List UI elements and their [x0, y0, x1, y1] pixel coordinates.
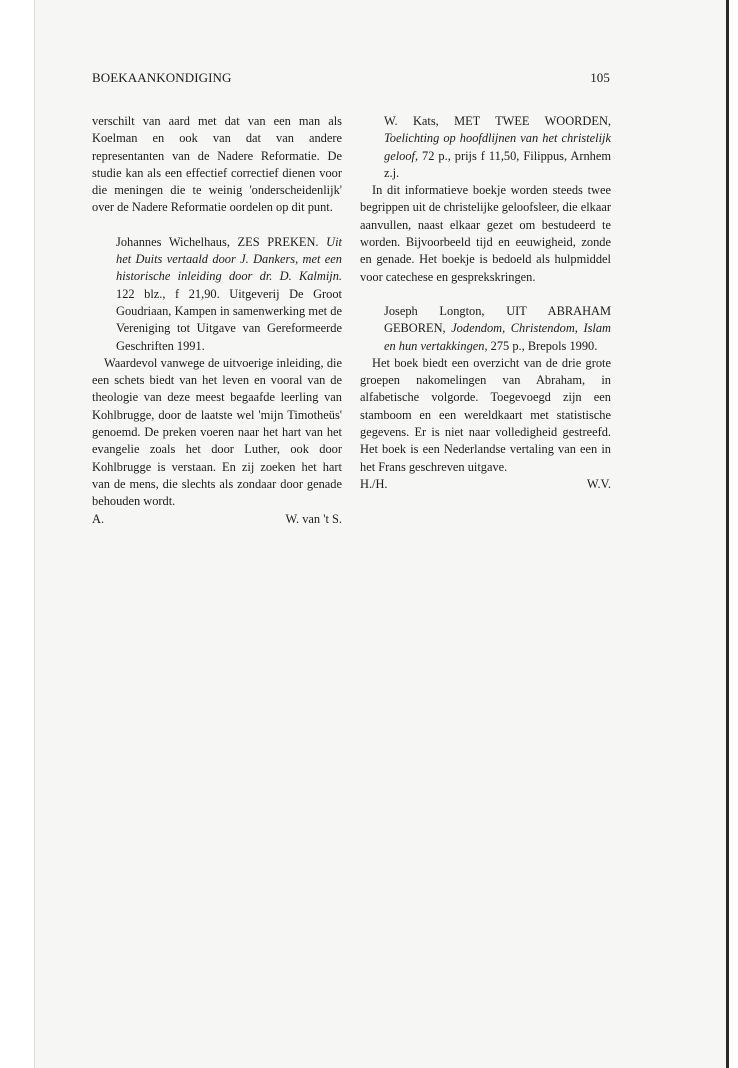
entry-publication-info: 122 blz., f 21,90. Uitgeverij De Groot Goudriaan, Kampen in samenwerking met de Vereniging tot Uitgave van Gereformeerde Geschriften 1991. — [116, 286, 342, 353]
left-column — [92, 113, 342, 528]
running-title: BOEKAANKONDIGING — [92, 70, 232, 85]
entry-subtitle: Uit het Duits vertaald door J. Dankers, met een historische inleiding door dr. D. Kalmijn. — [116, 234, 342, 284]
review-paragraph: Waardevol vanwege de uitvoerige inleiding, die een schets biedt van het leven en vooral van de theologie van deze meest begaafde leerling van Kohlbrugge, door de laatste wel 'mijn Timotheüs' genoemd. De preken voeren naar het hart van het evangelie zoals het door Luther, ook door Kohlbrugge is verstaan. En zij zoeken het hart van de mens, die slechts als zondaar door genade behouden wordt. — [92, 355, 342, 509]
entry-author-title: W. Kats, MET TWEE WOORDEN, — [384, 114, 611, 128]
book-entry-wichelhaus — [116, 234, 342, 355]
entry-subtitle: Toelichting op hoofdlijnen van het christelijk geloof, — [384, 131, 611, 163]
entry-subtitle: Jodendom, Christendom, Islam en hun vertakkingen, — [384, 321, 611, 353]
signature-left: A. — [92, 511, 105, 526]
entry-publication-info: 275 p., Brepols 1990. — [487, 338, 598, 353]
continued-paragraph: verschilt van aard met dat van een man als Koelman en ook van dat van andere representanten van de Nadere Reformatie. De studie kan als een effectief correctief dienen voor die meningen die te weinig 'onderscheidenlijk' over de Nadere Reformatie oordelen op dit punt. — [92, 114, 342, 215]
entry-author-title: Johannes Wichelhaus, ZES PREKEN. — [116, 234, 327, 249]
signature-left: H./H. — [360, 476, 388, 491]
right-column — [360, 113, 611, 493]
signature-right: W.V. — [586, 476, 611, 491]
book-entry-kats — [384, 113, 611, 182]
book-entry-longton — [384, 303, 611, 355]
page-number: 105 — [590, 70, 610, 85]
entry-publication-info: 72 p., prijs f 11,50, Filippus, Arnhem z.j. — [384, 148, 611, 180]
review-signature — [360, 476, 611, 493]
page-edge-shadow — [726, 0, 729, 1068]
review-signature — [92, 511, 342, 528]
entry-author-title: Joseph Longton, UIT ABRAHAM GEBOREN, — [384, 303, 611, 336]
review-paragraph: In dit informatieve boekje worden steeds twee begrippen uit de christelijke geloofsleer, die elkaar aanvullen, naast elkaar gezet om bestudeerd te worden. Bijvoorbeeld tijd en eeuwigheid, zonde en genade. Het boekje is bedoeld als hulpmiddel voor catechese en gesprekskringen. — [360, 183, 612, 284]
signature-right: W. van 't S. — [285, 511, 342, 526]
review-paragraph: Het boek biedt een overzicht van de drie grote groepen nakomelingen van Abraham, in alfabetische volgorde. Toegevoegd zijn een stamboom en een wereldkaart met statistische gegevens. Er is niet naar volledigheid gestreefd. Het boek is een Nederlandse vertaling van een in het Frans geschreven uitgave. — [360, 355, 611, 474]
